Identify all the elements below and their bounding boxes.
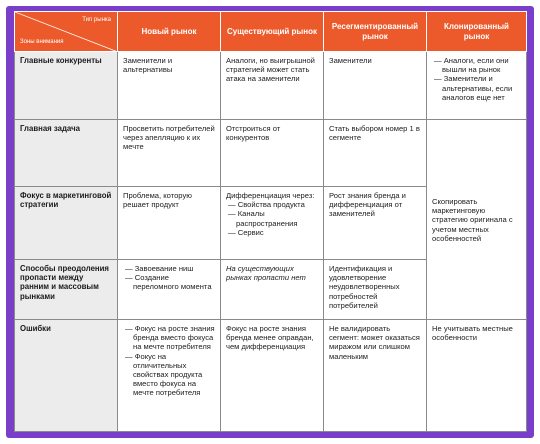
row-header-main-competitors: Главные конкуренты: [15, 52, 118, 120]
list-item: — Аналоги, если они вышли на рынок: [434, 56, 509, 75]
list-item: Дифференциация через:: [226, 191, 315, 200]
corner-label-focus-zones: Зоны внимания: [20, 38, 64, 45]
cell-new-competitors: Заменители и альтернативы: [118, 52, 221, 120]
table-row: [15, 320, 527, 432]
cell-resegmented-chasm: Идентификация и удовлетворение неудовлетворенных потребностей потребителей: [324, 260, 427, 320]
column-header-cloned-market: Клонированный рынок: [427, 12, 527, 52]
corner-label-market-type: Тип рынка: [82, 17, 111, 23]
cell-cloned-strategy: Скопировать маркетинговую стратегию оригинала с учетом местных особенностей: [427, 120, 527, 320]
cell-resegmented-competitors: Заменители: [324, 52, 427, 120]
list-item: — Создание переломного момента: [125, 273, 212, 292]
column-header-existing-market: Существующий рынок: [221, 12, 324, 52]
cell-resegmented-mistakes: Не валидировать сегмент: может оказаться миражом или слишком маленьким: [324, 320, 427, 432]
cell-resegmented-task: Стать выбором номер 1 в сегменте: [324, 120, 427, 187]
table-frame: [6, 6, 534, 438]
corner-header: [15, 12, 118, 52]
cell-new-chasm: [118, 260, 221, 320]
cell-new-task: Просветить потребителей через апелляцию к их мечте: [118, 120, 221, 187]
cell-new-mistakes: [118, 320, 221, 432]
cell-existing-competitors: Аналоги, но выигрышной стратегией может стать атака на заменители: [221, 52, 324, 120]
header-row: [15, 12, 527, 52]
market-types-table: [14, 11, 527, 432]
table-row: [15, 120, 527, 187]
cell-cloned-mistakes: Не учитывать местные особенности: [427, 320, 527, 432]
cell-existing-mistakes: Фокус на росте знания бренда менее оправдан, чем дифференциация: [221, 320, 324, 432]
table-row: [15, 52, 527, 120]
row-header-main-task: Главная задача: [15, 120, 118, 187]
cell-existing-task: Отстроиться от конкурентов: [221, 120, 324, 187]
cell-existing-chasm: На существующих рынках пропасти нет: [221, 260, 324, 320]
column-header-resegmented-market: Ресегментированный рынок: [324, 12, 427, 52]
cell-resegmented-focus: Рост знания бренда и дифференциация от заменителей: [324, 187, 427, 260]
list-item: — Каналы распространения: [228, 209, 298, 228]
list-item: — Сервис: [228, 227, 264, 237]
cell-cloned-competitors: [427, 52, 527, 120]
row-header-mistakes: Ошибки: [15, 320, 118, 432]
list-item: — Свойства продукта: [228, 200, 305, 210]
row-header-marketing-focus: Фокус в маркетинговой стратегии: [15, 187, 118, 260]
list-item: — Завоевание ниш: [125, 264, 194, 273]
list-item: — Фокус на отличительных свойствах продукта вместо фокуса на мечте потребителя: [125, 351, 203, 398]
list-item: — Фокус на росте знания бренда вместо фокуса на мечте потребителя: [125, 324, 215, 352]
cell-new-focus: Проблема, которую решает продукт: [118, 187, 221, 260]
row-header-chasm: Способы преодоления пропасти между ранним и массовым рынками: [15, 260, 118, 320]
cell-existing-focus: [221, 187, 324, 260]
column-header-new-market: Новый рынок: [118, 12, 221, 52]
list-item: — Заменители и альтернативы, если аналогов еще нет: [434, 74, 513, 102]
